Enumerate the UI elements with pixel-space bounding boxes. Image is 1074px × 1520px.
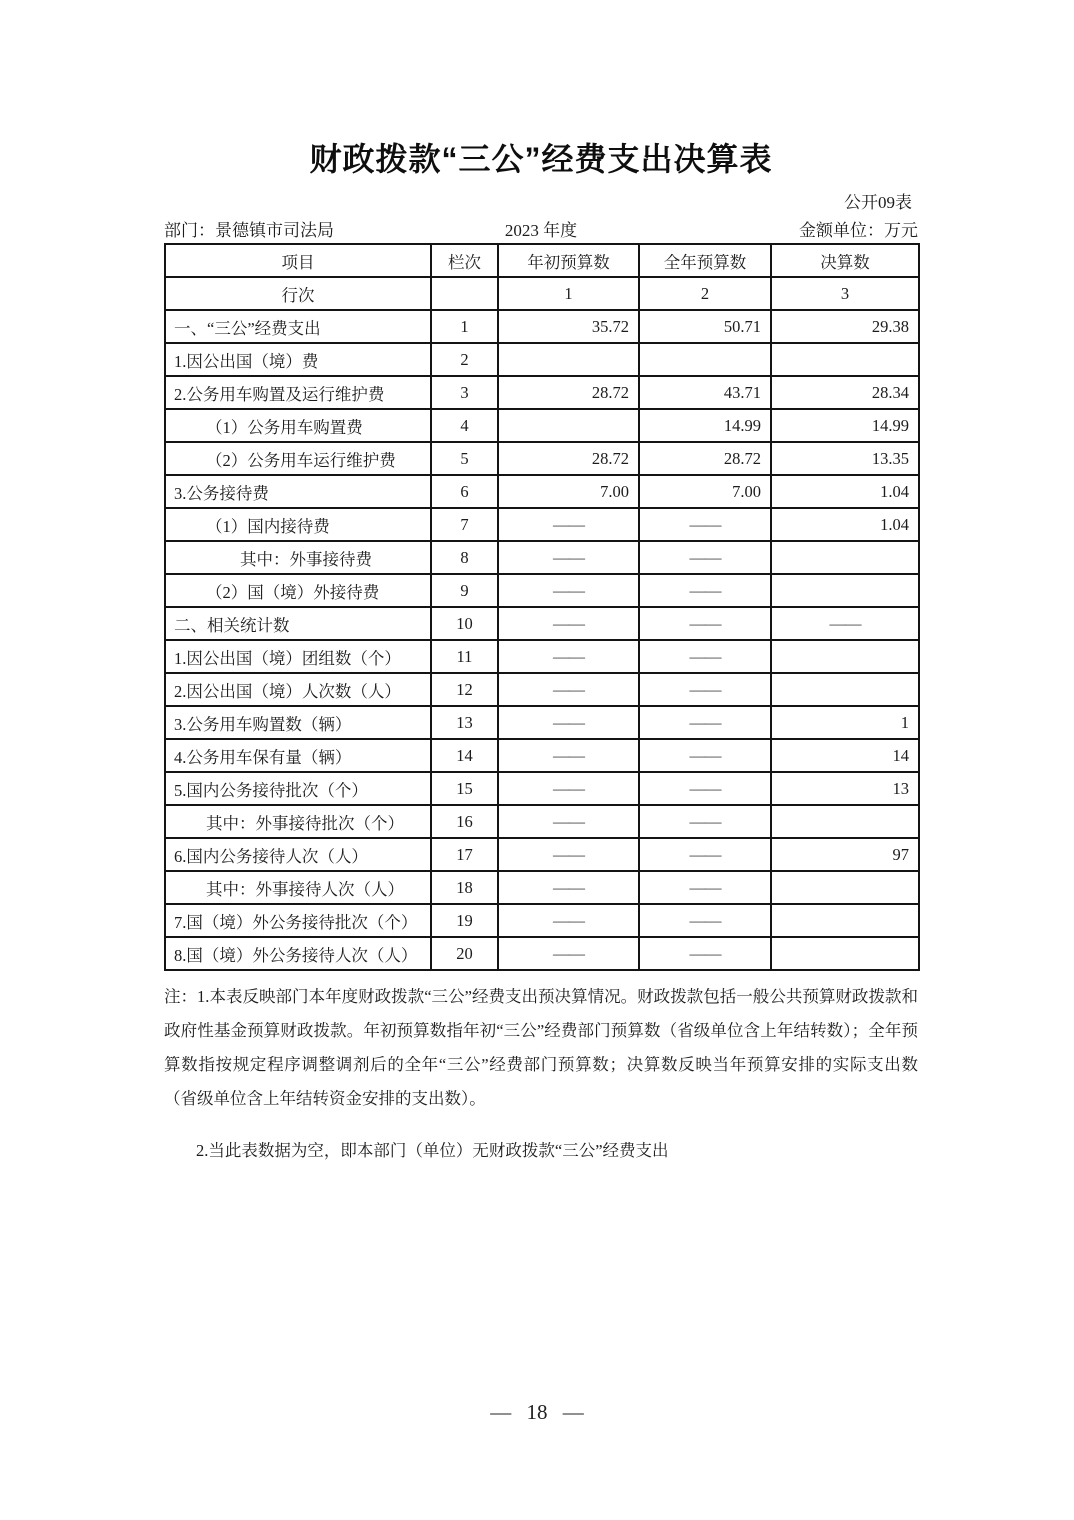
line-number: 17 <box>431 838 498 871</box>
table-row <box>165 673 919 706</box>
final-account-value: 1 <box>771 706 919 739</box>
full-year-budget-value: —— <box>639 805 771 838</box>
full-year-budget-value: —— <box>639 838 771 871</box>
initial-budget-value: —— <box>498 871 639 904</box>
initial-budget-value: —— <box>498 640 639 673</box>
line-header-num-3: 3 <box>771 277 919 310</box>
item-label: （2）国（境）外接待费 <box>165 574 431 607</box>
initial-budget-value: —— <box>498 838 639 871</box>
item-label: （1）国内接待费 <box>165 508 431 541</box>
item-label: 8.国（境）外公务接待人次（人） <box>165 937 431 970</box>
line-header-num-1: 1 <box>498 277 639 310</box>
line-number-header-row <box>165 277 919 310</box>
line-number: 13 <box>431 706 498 739</box>
full-year-budget-value: —— <box>639 772 771 805</box>
item-label: 2.公务用车购置及运行维护费 <box>165 376 431 409</box>
final-account-value <box>771 904 919 937</box>
full-year-budget-value: —— <box>639 904 771 937</box>
table-row <box>165 442 919 475</box>
final-account-value <box>771 871 919 904</box>
table-row <box>165 475 919 508</box>
initial-budget-value: 28.72 <box>498 376 639 409</box>
final-account-value: 97 <box>771 838 919 871</box>
line-number: 6 <box>431 475 498 508</box>
line-number: 11 <box>431 640 498 673</box>
department-label: 部门：景德镇市司法局 <box>164 221 334 240</box>
full-year-budget-value: —— <box>639 574 771 607</box>
item-label: 1.因公出国（境）费 <box>165 343 431 376</box>
item-label: 其中：外事接待人次（人） <box>165 871 431 904</box>
item-label: 其中：外事接待费 <box>165 541 431 574</box>
item-label: 一、“三公”经费支出 <box>165 310 431 343</box>
final-account-value <box>771 805 919 838</box>
initial-budget-value: —— <box>498 739 639 772</box>
table-row <box>165 706 919 739</box>
col-header-full-year-budget: 全年预算数 <box>639 244 771 277</box>
item-label: 4.公务用车保有量（辆） <box>165 739 431 772</box>
line-number: 4 <box>431 409 498 442</box>
line-number: 15 <box>431 772 498 805</box>
full-year-budget-value: 7.00 <box>639 475 771 508</box>
full-year-budget-value: —— <box>639 673 771 706</box>
final-account-value: 1.04 <box>771 475 919 508</box>
full-year-budget-value: —— <box>639 607 771 640</box>
item-label: （1）公务用车购置费 <box>165 409 431 442</box>
initial-budget-value: —— <box>498 904 639 937</box>
item-label: 3.公务用车购置数（辆） <box>165 706 431 739</box>
line-header-label: 行次 <box>165 277 431 310</box>
item-label: 二、相关统计数 <box>165 607 431 640</box>
table-row <box>165 376 919 409</box>
line-header-num-2: 2 <box>639 277 771 310</box>
final-account-value: 1.04 <box>771 508 919 541</box>
final-account-value: 28.34 <box>771 376 919 409</box>
table-row <box>165 739 919 772</box>
table-row <box>165 772 919 805</box>
col-header-initial-budget: 年初预算数 <box>498 244 639 277</box>
initial-budget-value: —— <box>498 937 639 970</box>
full-year-budget-value: 50.71 <box>639 310 771 343</box>
full-year-budget-value: —— <box>639 739 771 772</box>
col-header-column-no: 栏次 <box>431 244 498 277</box>
line-number: 20 <box>431 937 498 970</box>
line-number: 1 <box>431 310 498 343</box>
final-account-value <box>771 673 919 706</box>
line-number: 14 <box>431 739 498 772</box>
col-header-item: 项目 <box>165 244 431 277</box>
table-row <box>165 607 919 640</box>
table-row <box>165 541 919 574</box>
final-account-value: —— <box>771 607 919 640</box>
table-row <box>165 343 919 376</box>
line-number: 12 <box>431 673 498 706</box>
initial-budget-value: —— <box>498 772 639 805</box>
line-number: 10 <box>431 607 498 640</box>
line-number: 19 <box>431 904 498 937</box>
table-header-row <box>165 244 919 277</box>
initial-budget-value: —— <box>498 508 639 541</box>
line-number: 8 <box>431 541 498 574</box>
initial-budget-value: —— <box>498 541 639 574</box>
final-account-value: 14 <box>771 739 919 772</box>
item-label: 2.因公出国（境）人次数（人） <box>165 673 431 706</box>
initial-budget-value: —— <box>498 607 639 640</box>
document-page <box>164 0 918 1168</box>
amount-unit: 金额单位：万元 <box>799 221 918 240</box>
full-year-budget-value: 14.99 <box>639 409 771 442</box>
full-year-budget-value <box>639 343 771 376</box>
final-account-value: 29.38 <box>771 310 919 343</box>
final-account-value <box>771 937 919 970</box>
table-body <box>165 310 919 970</box>
line-header-blank <box>431 277 498 310</box>
item-label: 6.国内公务接待人次（人） <box>165 838 431 871</box>
initial-budget-value <box>498 409 639 442</box>
line-number: 16 <box>431 805 498 838</box>
table-row <box>165 310 919 343</box>
page-title: 财政拨款“三公”经费支出决算表 <box>309 141 773 177</box>
note-2: 2.当此表数据为空，即本部门（单位）无财政拨款“三公”经费支出 <box>196 1141 669 1160</box>
final-account-value: 13 <box>771 772 919 805</box>
final-account-value <box>771 640 919 673</box>
final-account-value: 14.99 <box>771 409 919 442</box>
line-number: 7 <box>431 508 498 541</box>
fiscal-year: 2023 年度 <box>504 221 578 240</box>
line-number: 18 <box>431 871 498 904</box>
table-row <box>165 574 919 607</box>
full-year-budget-value: —— <box>639 541 771 574</box>
table-row <box>165 838 919 871</box>
initial-budget-value <box>498 343 639 376</box>
initial-budget-value: —— <box>498 706 639 739</box>
form-code: 公开09表 <box>844 193 912 212</box>
item-label: 1.因公出国（境）团组数（个） <box>165 640 431 673</box>
item-label: （2）公务用车运行维护费 <box>165 442 431 475</box>
table-row <box>165 937 919 970</box>
full-year-budget-value: —— <box>639 706 771 739</box>
table-row <box>165 805 919 838</box>
initial-budget-value: 28.72 <box>498 442 639 475</box>
table-row <box>165 409 919 442</box>
full-year-budget-value: 28.72 <box>639 442 771 475</box>
note-1: 注：1.本表反映部门本年度财政拨款“三公”经费支出预决算情况。财政拨款包括一般公共预算财政拨款和政府性基金预算财政拨款。年初预算数指年初“三公”经费部门预算数（省级单位含上年结转数）；全年预算数指按规定程序调整调剂后的全年“三公”经费部门预算数；决算数反映当年预算安排的实际支出数（省级单位含上年结转资金安排的支出数）。 <box>164 987 918 1108</box>
initial-budget-value: 35.72 <box>498 310 639 343</box>
item-label: 5.国内公务接待批次（个） <box>165 772 431 805</box>
line-number: 3 <box>431 376 498 409</box>
table-row <box>165 508 919 541</box>
table-row <box>165 640 919 673</box>
table-row <box>165 904 919 937</box>
line-number: 2 <box>431 343 498 376</box>
full-year-budget-value: —— <box>639 871 771 904</box>
initial-budget-value: —— <box>498 673 639 706</box>
final-account-value <box>771 541 919 574</box>
page-number: — 18 — <box>490 1400 584 1424</box>
full-year-budget-value: —— <box>639 937 771 970</box>
initial-budget-value: —— <box>498 574 639 607</box>
meta-row <box>164 221 918 243</box>
line-number: 9 <box>431 574 498 607</box>
item-label: 3.公务接待费 <box>165 475 431 508</box>
initial-budget-value: —— <box>498 805 639 838</box>
full-year-budget-value: —— <box>639 640 771 673</box>
final-account-value: 13.35 <box>771 442 919 475</box>
full-year-budget-value: —— <box>639 508 771 541</box>
item-label: 7.国（境）外公务接待批次（个） <box>165 904 431 937</box>
final-account-value <box>771 343 919 376</box>
budget-table <box>164 243 920 971</box>
item-label: 其中：外事接待批次（个） <box>165 805 431 838</box>
final-account-value <box>771 574 919 607</box>
col-header-final-account: 决算数 <box>771 244 919 277</box>
initial-budget-value: 7.00 <box>498 475 639 508</box>
full-year-budget-value: 43.71 <box>639 376 771 409</box>
table-row <box>165 871 919 904</box>
line-number: 5 <box>431 442 498 475</box>
